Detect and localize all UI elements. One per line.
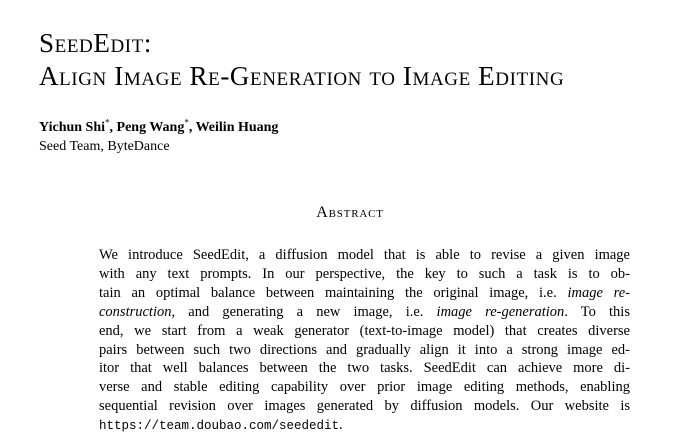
author-name: Peng Wang xyxy=(116,120,185,135)
abstract-heading: Abstract xyxy=(316,204,384,221)
abstract-line xyxy=(99,378,630,397)
author-separator: , xyxy=(109,120,117,135)
abstract-line xyxy=(99,284,630,303)
paper-title-line-1: SeedEdit: xyxy=(39,28,152,58)
abstract-line xyxy=(99,303,630,322)
abstract-line xyxy=(99,359,630,378)
abstract-text: itor that well balances between the two tasks. SeedEdit can achieve more di- xyxy=(99,360,630,377)
abstract-text: with any text prompts. In our perspective, the key to such a task is to ob- xyxy=(99,265,630,282)
italic-term: image re- xyxy=(567,284,631,301)
abstract-text: . xyxy=(339,417,343,434)
abstract-text: . To this xyxy=(564,303,630,320)
equal-contribution-mark: * xyxy=(105,117,110,128)
author-name: Yichun Shi xyxy=(39,120,106,135)
italic-term: image re-generation xyxy=(436,303,565,320)
website-link[interactable]: https://team.doubao.com/seededit xyxy=(99,419,340,434)
abstract-text: , and generating a new image, i.e. xyxy=(171,303,437,320)
affiliation: Seed Team, ByteDance xyxy=(39,139,170,154)
abstract-line xyxy=(99,265,630,284)
abstract-line xyxy=(99,246,630,265)
abstract-line xyxy=(99,341,630,360)
abstract-body xyxy=(99,246,630,436)
author-list xyxy=(39,119,278,137)
abstract-text: We introduce SeedEdit, a diffusion model that is able to revise a given image xyxy=(99,247,630,263)
abstract-line xyxy=(99,322,630,341)
abstract-line xyxy=(99,397,630,416)
abstract-text: end, we start from a weak generator (text-to-image model) that creates diverse xyxy=(99,322,630,339)
author-name: Weilin Huang xyxy=(195,120,279,135)
abstract-text: tain an optimal balance between maintaining the original image, i.e. xyxy=(99,284,568,301)
abstract-text: verse and stable editing capability over prior image editing methods, enabling xyxy=(99,379,630,396)
abstract-text: sequential revision over images generated by diffusion models. Our website is xyxy=(99,398,630,415)
equal-contribution-mark: * xyxy=(184,117,189,128)
abstract-text: pairs between such two directions and gradually align it into a strong image ed- xyxy=(99,341,630,358)
italic-term: construction xyxy=(99,303,172,320)
paper-title-line-2: Align Image Re-Generation to Image Editing xyxy=(39,61,565,91)
abstract-line xyxy=(99,416,630,436)
author-separator: , xyxy=(188,120,196,135)
